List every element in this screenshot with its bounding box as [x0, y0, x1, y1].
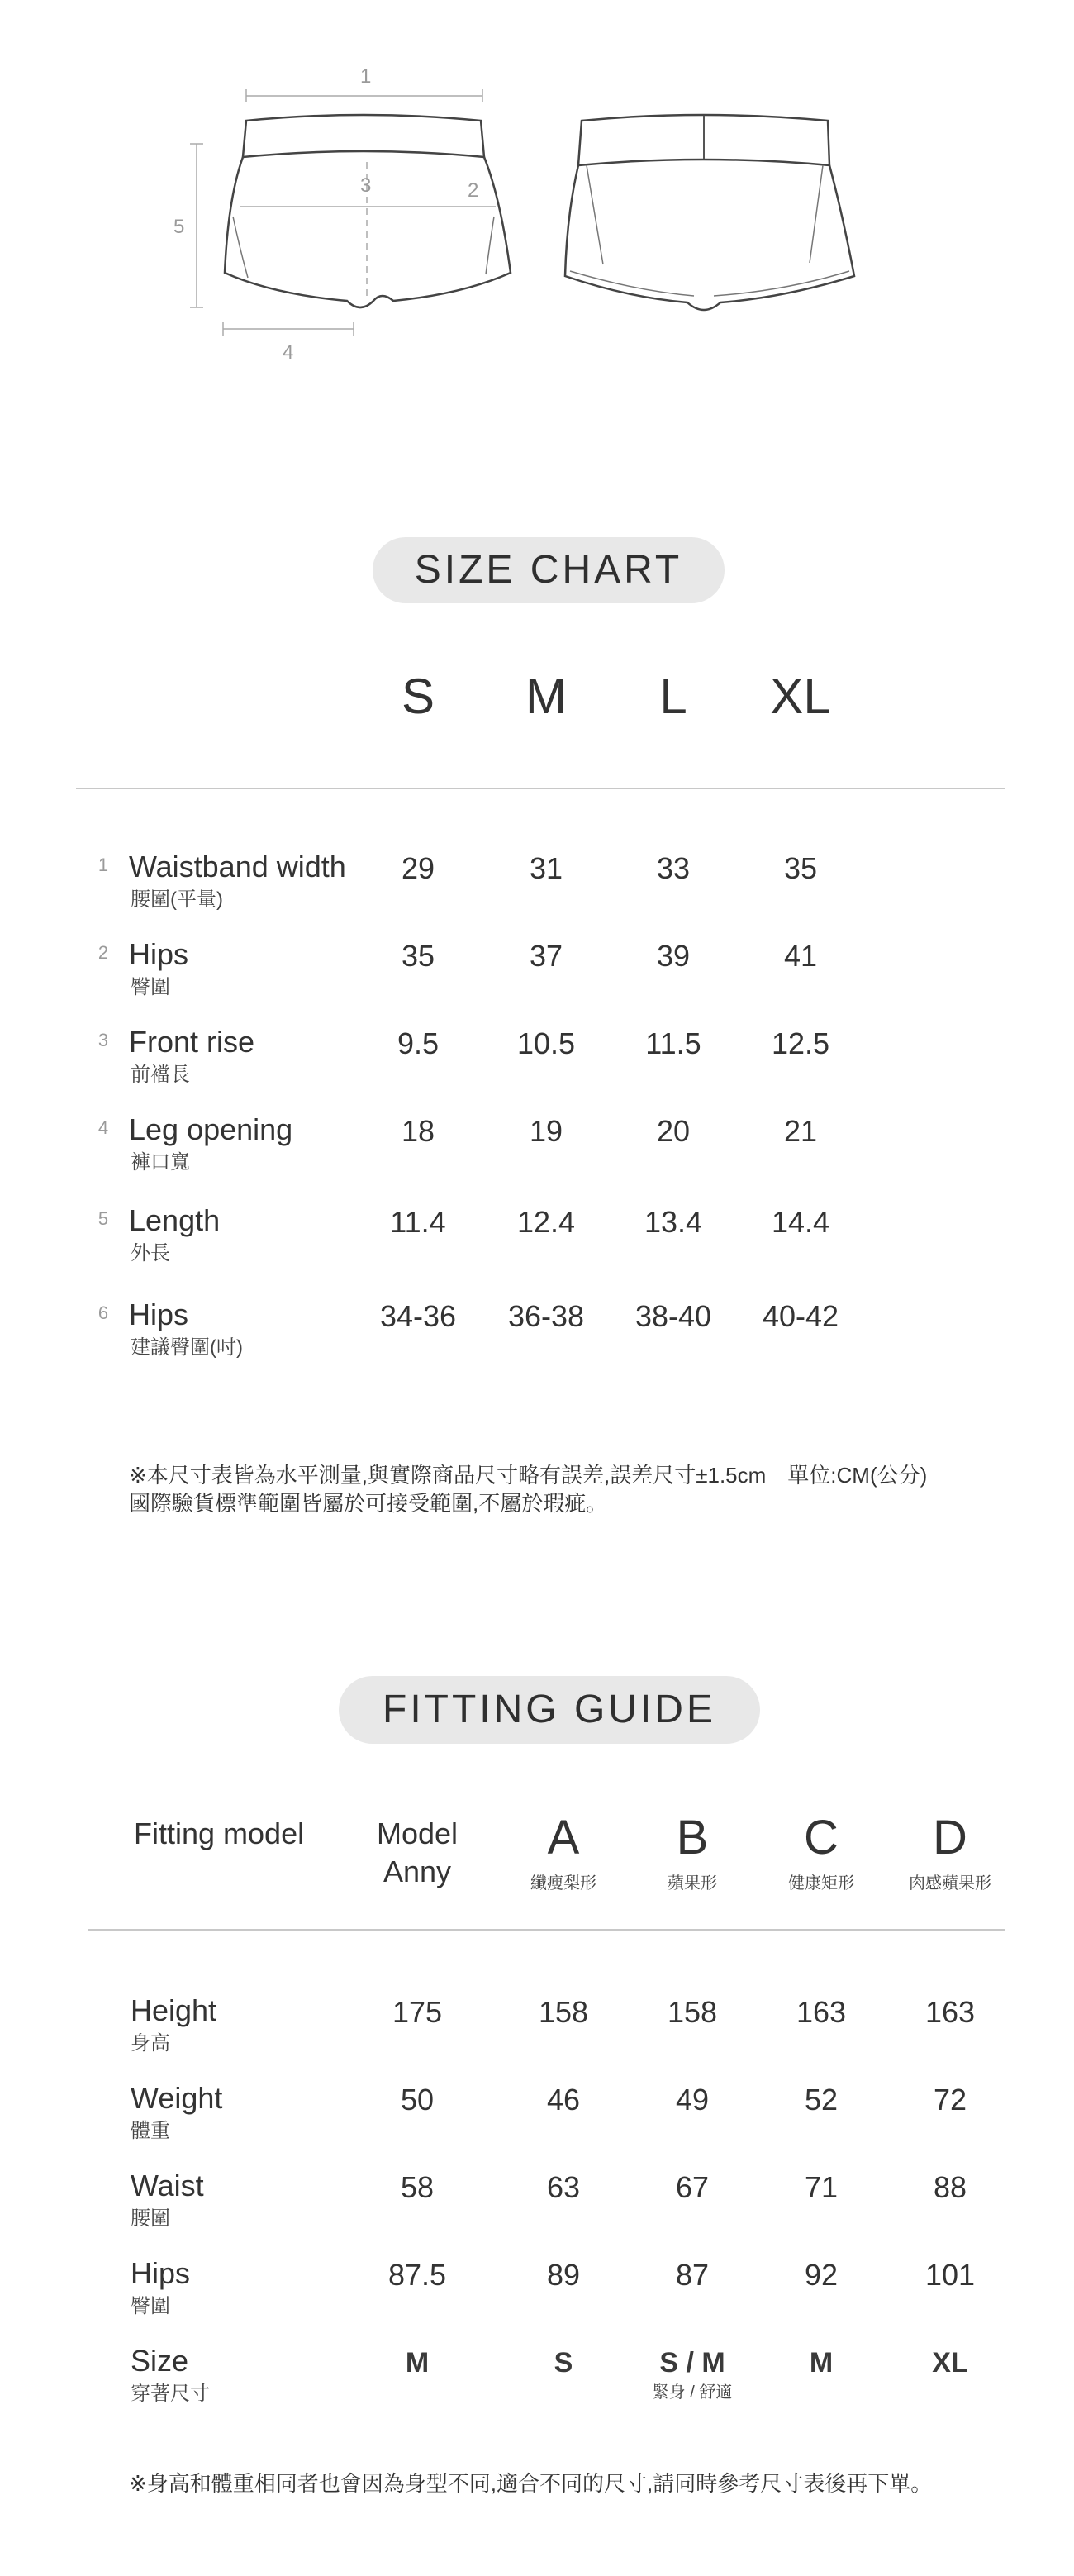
fitting-value-cell: 89 — [546, 2258, 581, 2292]
size-value-cell: 33 — [656, 851, 691, 885]
size-value-cell: 31 — [529, 851, 563, 885]
fitting-value-cell: 158 — [538, 1995, 589, 2029]
measurement-name-zh: 前襠長 — [131, 1064, 190, 1086]
size-value-cell: 13.4 — [644, 1205, 703, 1239]
body-type-letter: C — [804, 1811, 839, 1864]
size-value-cell: 36-38 — [507, 1299, 585, 1333]
size-chart-note-line1: ※本尺寸表皆為水平測量,與實際商品尺寸略有誤差,誤差尺寸±1.5cm 單位:CM(公分) — [129, 1463, 928, 1488]
size-header-s: S — [401, 669, 435, 724]
size-value-cell: 14.4 — [771, 1205, 830, 1239]
row-number: 1 — [97, 855, 109, 875]
measure-label-5: 5 — [173, 216, 185, 238]
worn-size-cell: XL — [932, 2347, 968, 2378]
back-view-drawing — [565, 115, 854, 310]
row-number: 4 — [97, 1117, 109, 1138]
fitting-attribute-zh: 身高 — [131, 2032, 170, 2055]
fitting-value-cell: 63 — [546, 2170, 581, 2204]
fitting-attribute-zh: 體重 — [131, 2120, 170, 2142]
size-value-cell: 11.5 — [645, 1026, 701, 1060]
fitting-attribute: Waist — [131, 2169, 204, 2202]
measurement-name: Waistband width — [129, 850, 346, 883]
size-value-cell: 21 — [783, 1114, 818, 1148]
measurement-name: Length — [129, 1203, 221, 1237]
body-type-shape: 纖瘦梨形 — [530, 1874, 596, 1893]
row-number: 3 — [97, 1030, 109, 1050]
row-number: 6 — [97, 1302, 109, 1323]
fitting-attribute: Height — [131, 1993, 217, 2027]
fitting-value-cell: 46 — [546, 2083, 581, 2117]
fitting-value-cell: 92 — [804, 2258, 839, 2292]
row-number: 2 — [97, 942, 109, 963]
fitting-value-cell: 87.5 — [387, 2258, 447, 2292]
fitting-value-cell: 175 — [392, 1995, 443, 2029]
size-value-cell: 38-40 — [634, 1299, 712, 1333]
fitting-attribute: Hips — [131, 2256, 191, 2290]
measurement-name-zh: 建議臀圍(吋) — [131, 1336, 243, 1359]
fitting-value-cell: 50 — [400, 2083, 435, 2117]
model-label-line2: Anny — [383, 1855, 452, 1888]
measure-label-1: 1 — [360, 65, 372, 88]
size-value-cell: 9.5 — [397, 1026, 440, 1060]
size-value-cell: 35 — [783, 851, 818, 885]
measurement-name: Hips — [129, 937, 189, 971]
size-value-cell: 11.4 — [390, 1205, 446, 1239]
measurement-name: Hips — [129, 1298, 189, 1331]
measurement-lines — [190, 89, 496, 336]
worn-size-cell: S — [554, 2347, 573, 2378]
fitting-value-cell: 52 — [804, 2083, 839, 2117]
size-attribute-zh: 穿著尺寸 — [131, 2383, 210, 2405]
size-header-xl: XL — [770, 669, 831, 724]
fitting-value-cell: 58 — [400, 2170, 435, 2204]
fitting-guide-note: ※身高和體重相同者也會因為身型不同,適合不同的尺寸,請同時參考尺寸表後再下單。 — [129, 2471, 933, 2496]
fitting-value-cell: 67 — [675, 2170, 710, 2204]
measurement-name-zh: 外長 — [131, 1242, 170, 1264]
measurement-name-zh: 褲口寬 — [131, 1151, 190, 1174]
worn-size-cell: S / M — [659, 2347, 725, 2378]
size-value-cell: 34-36 — [379, 1299, 457, 1333]
fitting-value-cell: 49 — [675, 2083, 710, 2117]
size-value-cell: 19 — [529, 1114, 563, 1148]
fitting-value-cell: 87 — [675, 2258, 710, 2292]
size-chart-divider — [76, 788, 1005, 789]
size-value-cell: 35 — [401, 939, 435, 973]
size-value-cell: 40-42 — [762, 1299, 839, 1333]
size-value-cell: 20 — [656, 1114, 691, 1148]
fitting-attribute-zh: 臀圍 — [131, 2295, 170, 2317]
size-chart-note-line2: 國際驗貨標準範圍皆屬於可接受範圍,不屬於瑕疵。 — [129, 1491, 608, 1516]
size-value-cell: 41 — [783, 939, 818, 973]
size-value-cell: 18 — [401, 1114, 435, 1148]
fitting-value-cell: 163 — [924, 1995, 976, 2029]
body-type-letter: D — [933, 1811, 967, 1864]
model-label-line1: Model — [376, 1817, 459, 1850]
body-type-letter: B — [676, 1811, 709, 1864]
fitting-value-cell: 158 — [667, 1995, 718, 2029]
size-value-cell: 29 — [401, 851, 435, 885]
fitting-attribute: Weight — [131, 2081, 223, 2115]
size-header-m: M — [525, 669, 567, 724]
measure-label-4: 4 — [283, 341, 294, 364]
fitting-value-cell: 101 — [924, 2258, 976, 2292]
fitting-model-label: Fitting model — [134, 1817, 305, 1850]
fitting-value-cell: 163 — [796, 1995, 847, 2029]
worn-size-cell: M — [809, 2347, 834, 2378]
fitting-value-cell: 88 — [933, 2170, 967, 2204]
size-chart-title: SIZE CHART — [373, 537, 725, 603]
size-attribute: Size — [131, 2344, 189, 2378]
measurement-name-zh: 腰圍(平量) — [131, 888, 223, 911]
fitting-attribute-zh: 腰圍 — [131, 2207, 170, 2230]
measurement-labels — [173, 65, 478, 364]
size-value-cell: 39 — [656, 939, 691, 973]
worn-size-cell: M — [405, 2347, 430, 2378]
fitting-value-cell: 72 — [933, 2083, 967, 2117]
fitting-value-cell: 71 — [804, 2170, 839, 2204]
row-number: 5 — [97, 1208, 109, 1229]
fitting-guide-title: FITTING GUIDE — [339, 1676, 760, 1744]
body-type-shape: 蘋果形 — [668, 1874, 717, 1893]
size-value-cell: 12.5 — [771, 1026, 830, 1060]
size-value-cell: 10.5 — [516, 1026, 576, 1060]
garment-diagram — [0, 0, 1074, 397]
size-value-cell: 12.4 — [516, 1205, 576, 1239]
body-type-letter: A — [547, 1811, 580, 1864]
measure-label-3: 3 — [360, 174, 372, 197]
measure-label-2: 2 — [468, 179, 479, 202]
measurement-name: Front rise — [129, 1025, 255, 1059]
fitting-guide-divider — [88, 1929, 1005, 1931]
body-type-shape: 健康矩形 — [788, 1874, 854, 1893]
front-view-drawing — [225, 115, 511, 307]
measurement-name-zh: 臀圍 — [131, 976, 170, 998]
size-header-l: L — [659, 669, 687, 724]
measurement-name: Leg opening — [129, 1112, 293, 1146]
size-value-cell: 37 — [529, 939, 563, 973]
body-type-shape: 肉感蘋果形 — [909, 1874, 991, 1893]
size-fit-note: 緊身 / 舒適 — [652, 2383, 733, 2402]
